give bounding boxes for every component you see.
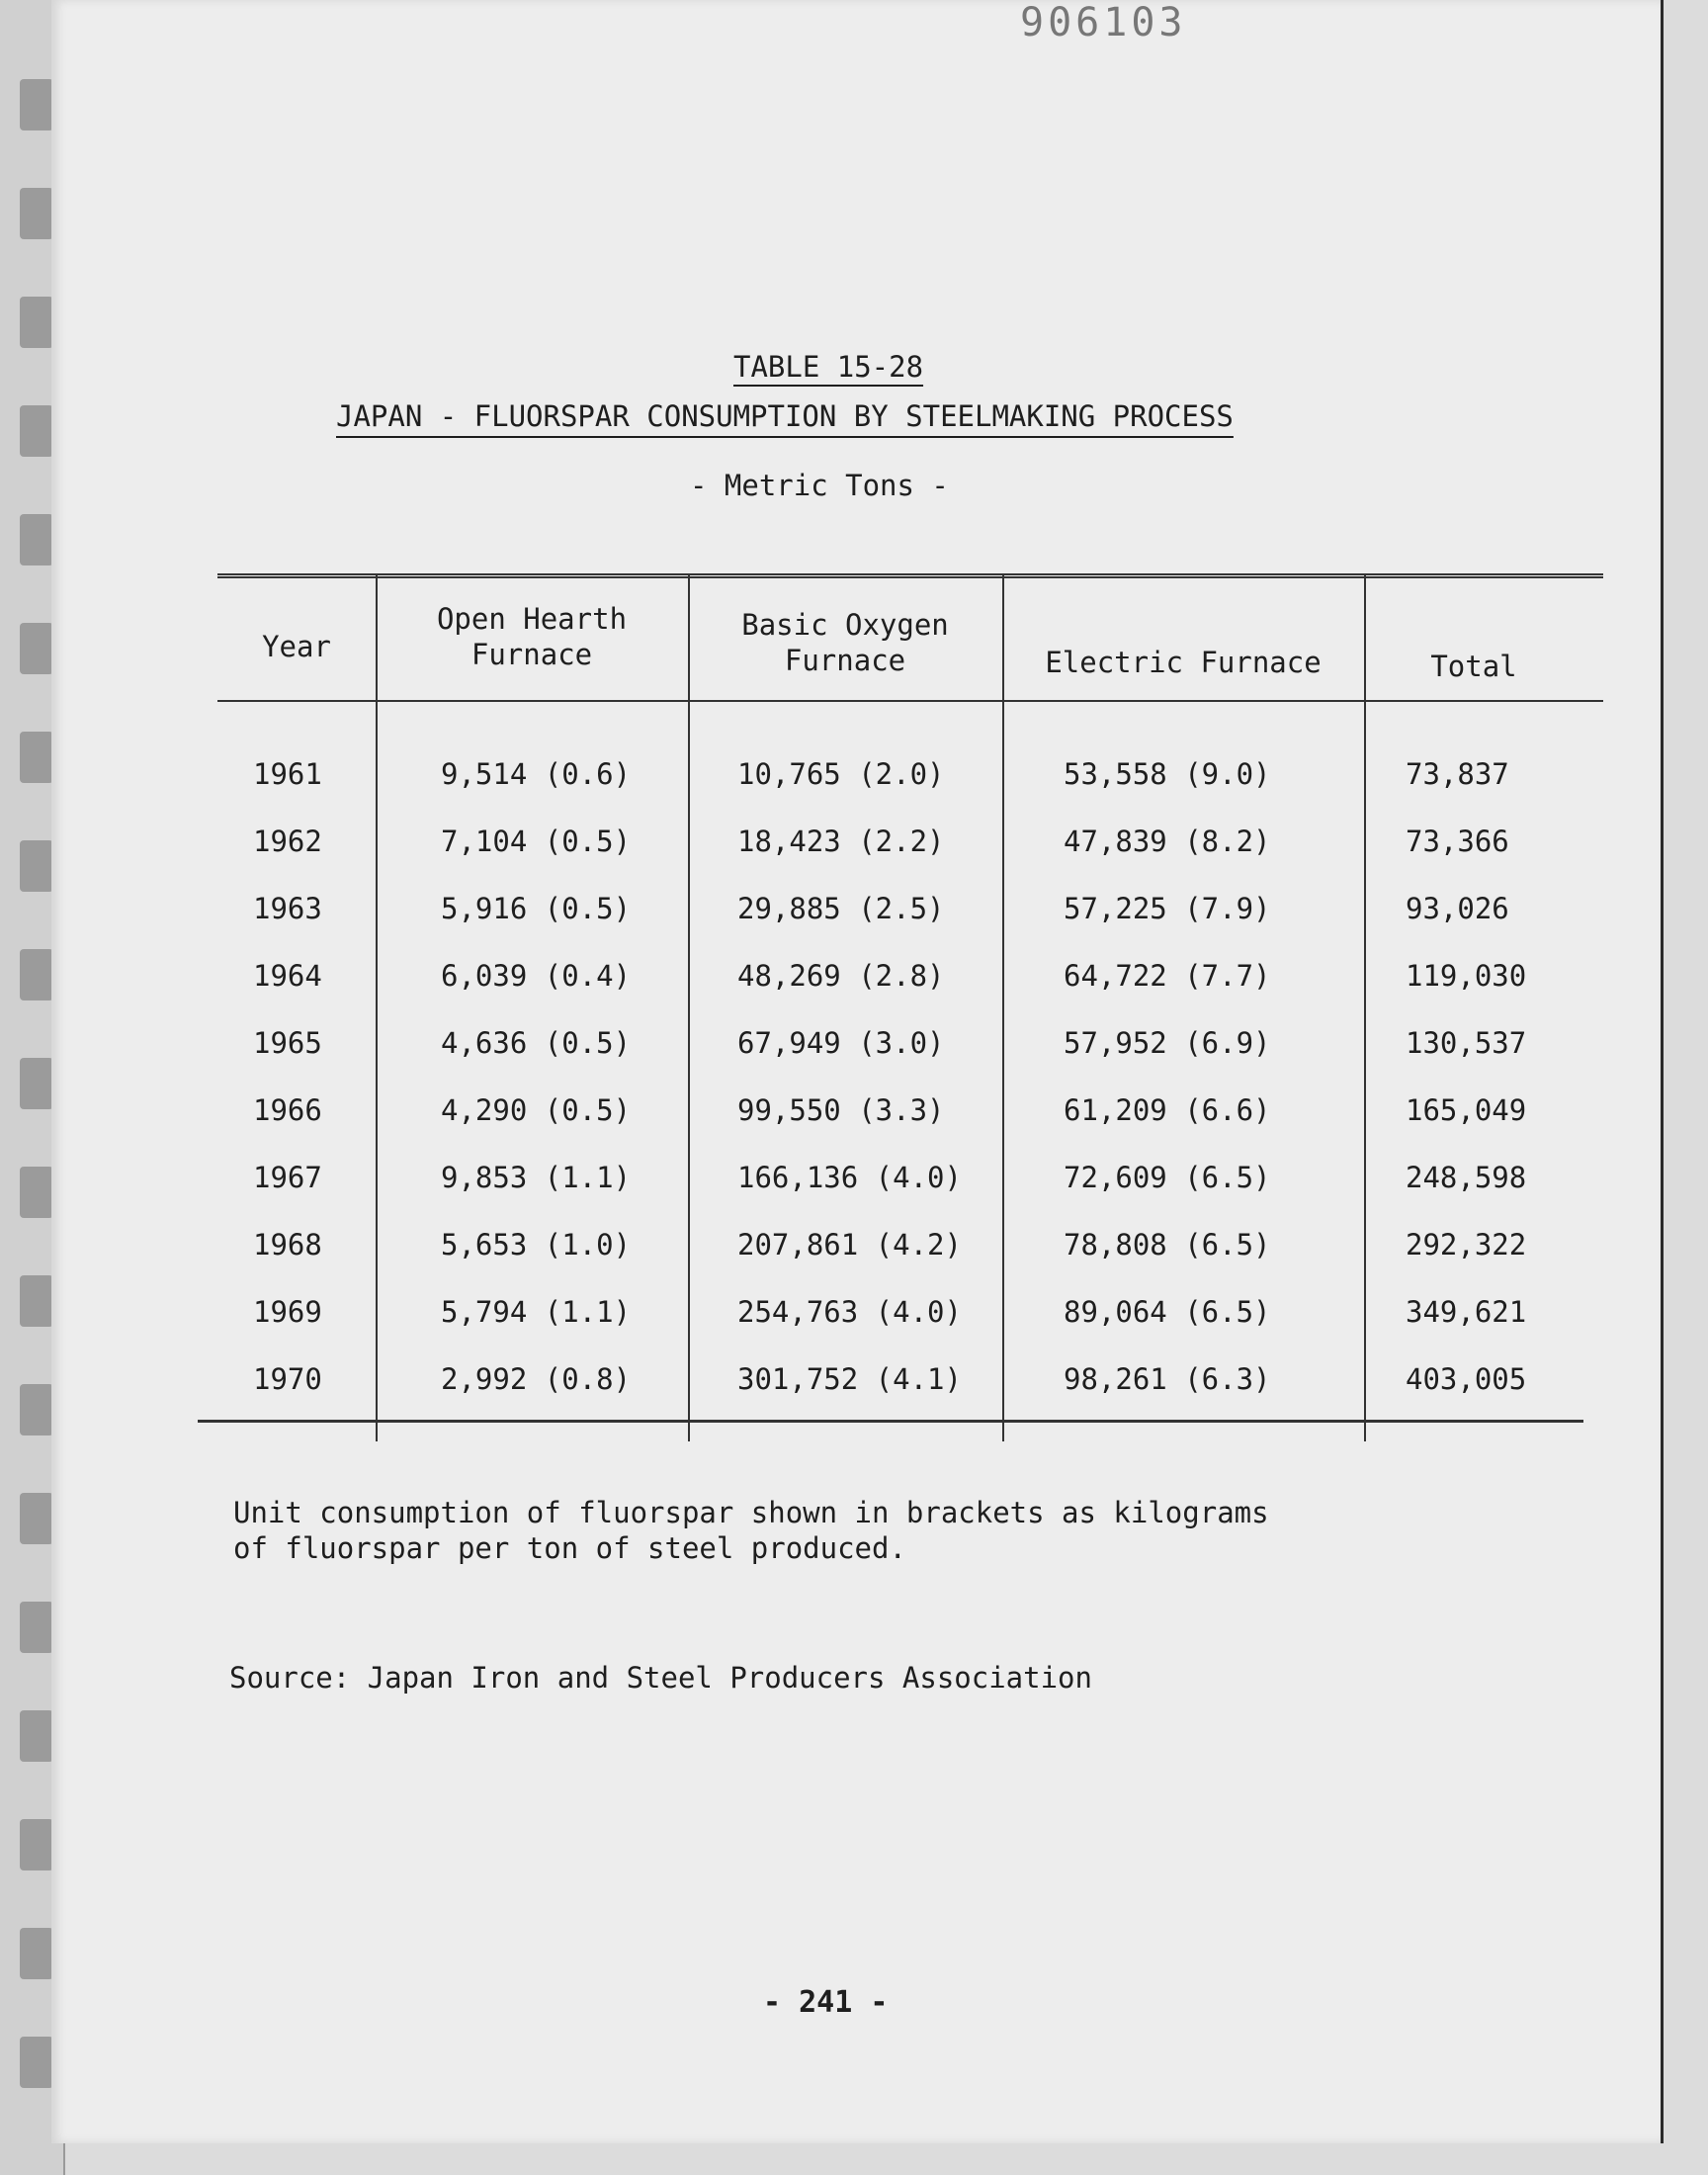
table-number: TABLE 15-28 <box>733 350 924 384</box>
binding-hole <box>20 79 53 130</box>
binding-hole <box>20 732 53 783</box>
header-basic-oxygen-line1: Basic Oxygen <box>741 608 949 642</box>
cell-electric: 57,225 (7.9) <box>1064 892 1271 925</box>
cell-total: 165,049 <box>1406 1093 1527 1127</box>
cell-electric: 53,558 (9.0) <box>1064 757 1271 791</box>
table-units: - Metric Tons - <box>690 469 949 502</box>
page-stamp: 906103 <box>1020 0 1187 45</box>
cell-basic-oxygen: 166,136 (4.0) <box>737 1161 962 1194</box>
cell-electric: 89,064 (6.5) <box>1064 1295 1271 1329</box>
cell-basic-oxygen: 29,885 (2.5) <box>737 892 945 925</box>
source-line: Source: Japan Iron and Steel Producers Association <box>229 1661 1092 1695</box>
binding-hole <box>20 1167 53 1218</box>
cell-basic-oxygen: 301,752 (4.1) <box>737 1362 962 1396</box>
binding-hole <box>20 840 53 892</box>
binding-hole <box>20 1710 53 1762</box>
cell-year: 1962 <box>253 825 322 858</box>
cell-open-hearth: 4,290 (0.5) <box>441 1093 632 1127</box>
cell-open-hearth: 5,653 (1.0) <box>441 1228 632 1262</box>
binding-hole <box>20 405 53 457</box>
binding-hole <box>20 949 53 1000</box>
binding-hole <box>20 2037 53 2088</box>
consumption-table <box>198 573 1603 1453</box>
cell-open-hearth: 6,039 (0.4) <box>441 959 632 993</box>
page-number: - 241 - <box>763 1985 889 2020</box>
binding-hole <box>20 1493 53 1544</box>
table-header-rule <box>217 700 1603 702</box>
cell-year: 1963 <box>253 892 322 925</box>
header-open-hearth-line1: Open Hearth <box>436 602 628 636</box>
cell-year: 1967 <box>253 1161 322 1194</box>
cell-year: 1965 <box>253 1026 322 1060</box>
cell-total: 130,537 <box>1406 1026 1527 1060</box>
cell-total: 73,837 <box>1406 757 1509 791</box>
binding-hole <box>20 1602 53 1653</box>
cell-electric: 57,952 (6.9) <box>1064 1026 1271 1060</box>
cell-total: 403,005 <box>1406 1362 1527 1396</box>
note-line-2: of fluorspar per ton of steel produced. <box>233 1531 906 1565</box>
header-basic-oxygen <box>688 607 1002 678</box>
cell-open-hearth: 2,992 (0.8) <box>441 1362 632 1396</box>
binding-hole <box>20 1819 53 1870</box>
cell-total: 349,621 <box>1406 1295 1527 1329</box>
column-divider <box>1364 573 1366 1441</box>
cell-year: 1969 <box>253 1295 322 1329</box>
cell-total: 292,322 <box>1406 1228 1527 1262</box>
binding-hole <box>20 623 53 674</box>
header-open-hearth <box>376 601 688 672</box>
cell-year: 1966 <box>253 1093 322 1127</box>
binding-hole <box>20 1275 53 1327</box>
binding-hole <box>20 1928 53 1979</box>
cell-electric: 78,808 (6.5) <box>1064 1228 1271 1262</box>
cell-year: 1968 <box>253 1228 322 1262</box>
cell-total: 93,026 <box>1406 892 1509 925</box>
column-divider <box>376 573 378 1441</box>
cell-electric: 61,209 (6.6) <box>1064 1093 1271 1127</box>
cell-basic-oxygen: 18,423 (2.2) <box>737 825 945 858</box>
header-total: Total <box>1430 650 1517 683</box>
cell-basic-oxygen: 207,861 (4.2) <box>737 1228 962 1262</box>
binding-hole <box>20 1384 53 1436</box>
cell-open-hearth: 7,104 (0.5) <box>441 825 632 858</box>
cell-electric: 47,839 (8.2) <box>1064 825 1271 858</box>
cell-year: 1964 <box>253 959 322 993</box>
cell-open-hearth: 9,853 (1.1) <box>441 1161 632 1194</box>
cell-open-hearth: 5,916 (0.5) <box>441 892 632 925</box>
document-page <box>51 0 1664 2143</box>
cell-year: 1961 <box>253 757 322 791</box>
cell-open-hearth: 4,636 (0.5) <box>441 1026 632 1060</box>
cell-total: 119,030 <box>1406 959 1527 993</box>
note-line-1: Unit consumption of fluorspar shown in brackets as kilograms <box>233 1496 1269 1529</box>
cell-electric: 64,722 (7.7) <box>1064 959 1271 993</box>
table-bottom-rule <box>198 1420 1583 1423</box>
binding-hole <box>20 514 53 566</box>
cell-basic-oxygen: 67,949 (3.0) <box>737 1026 945 1060</box>
table-title: JAPAN - FLUORSPAR CONSUMPTION BY STEELMAKING PROCESS <box>336 399 1234 433</box>
column-divider <box>1002 573 1004 1441</box>
binding-hole <box>20 297 53 348</box>
column-divider <box>688 573 690 1441</box>
cell-open-hearth: 5,794 (1.1) <box>441 1295 632 1329</box>
cell-open-hearth: 9,514 (0.6) <box>441 757 632 791</box>
header-year: Year <box>262 630 331 663</box>
table-top-rule <box>217 573 1603 578</box>
cell-total: 73,366 <box>1406 825 1509 858</box>
cell-year: 1970 <box>253 1362 322 1396</box>
cell-electric: 98,261 (6.3) <box>1064 1362 1271 1396</box>
cell-basic-oxygen: 48,269 (2.8) <box>737 959 945 993</box>
header-electric: Electric Furnace <box>1045 646 1322 679</box>
header-basic-oxygen-line2: Furnace <box>784 644 906 677</box>
cell-basic-oxygen: 10,765 (2.0) <box>737 757 945 791</box>
binding-hole <box>20 188 53 239</box>
cell-basic-oxygen: 99,550 (3.3) <box>737 1093 945 1127</box>
cell-basic-oxygen: 254,763 (4.0) <box>737 1295 962 1329</box>
header-open-hearth-line2: Furnace <box>470 638 593 671</box>
binding-hole <box>20 1058 53 1109</box>
cell-total: 248,598 <box>1406 1161 1527 1194</box>
cell-electric: 72,609 (6.5) <box>1064 1161 1271 1194</box>
table-note <box>233 1495 1479 1566</box>
